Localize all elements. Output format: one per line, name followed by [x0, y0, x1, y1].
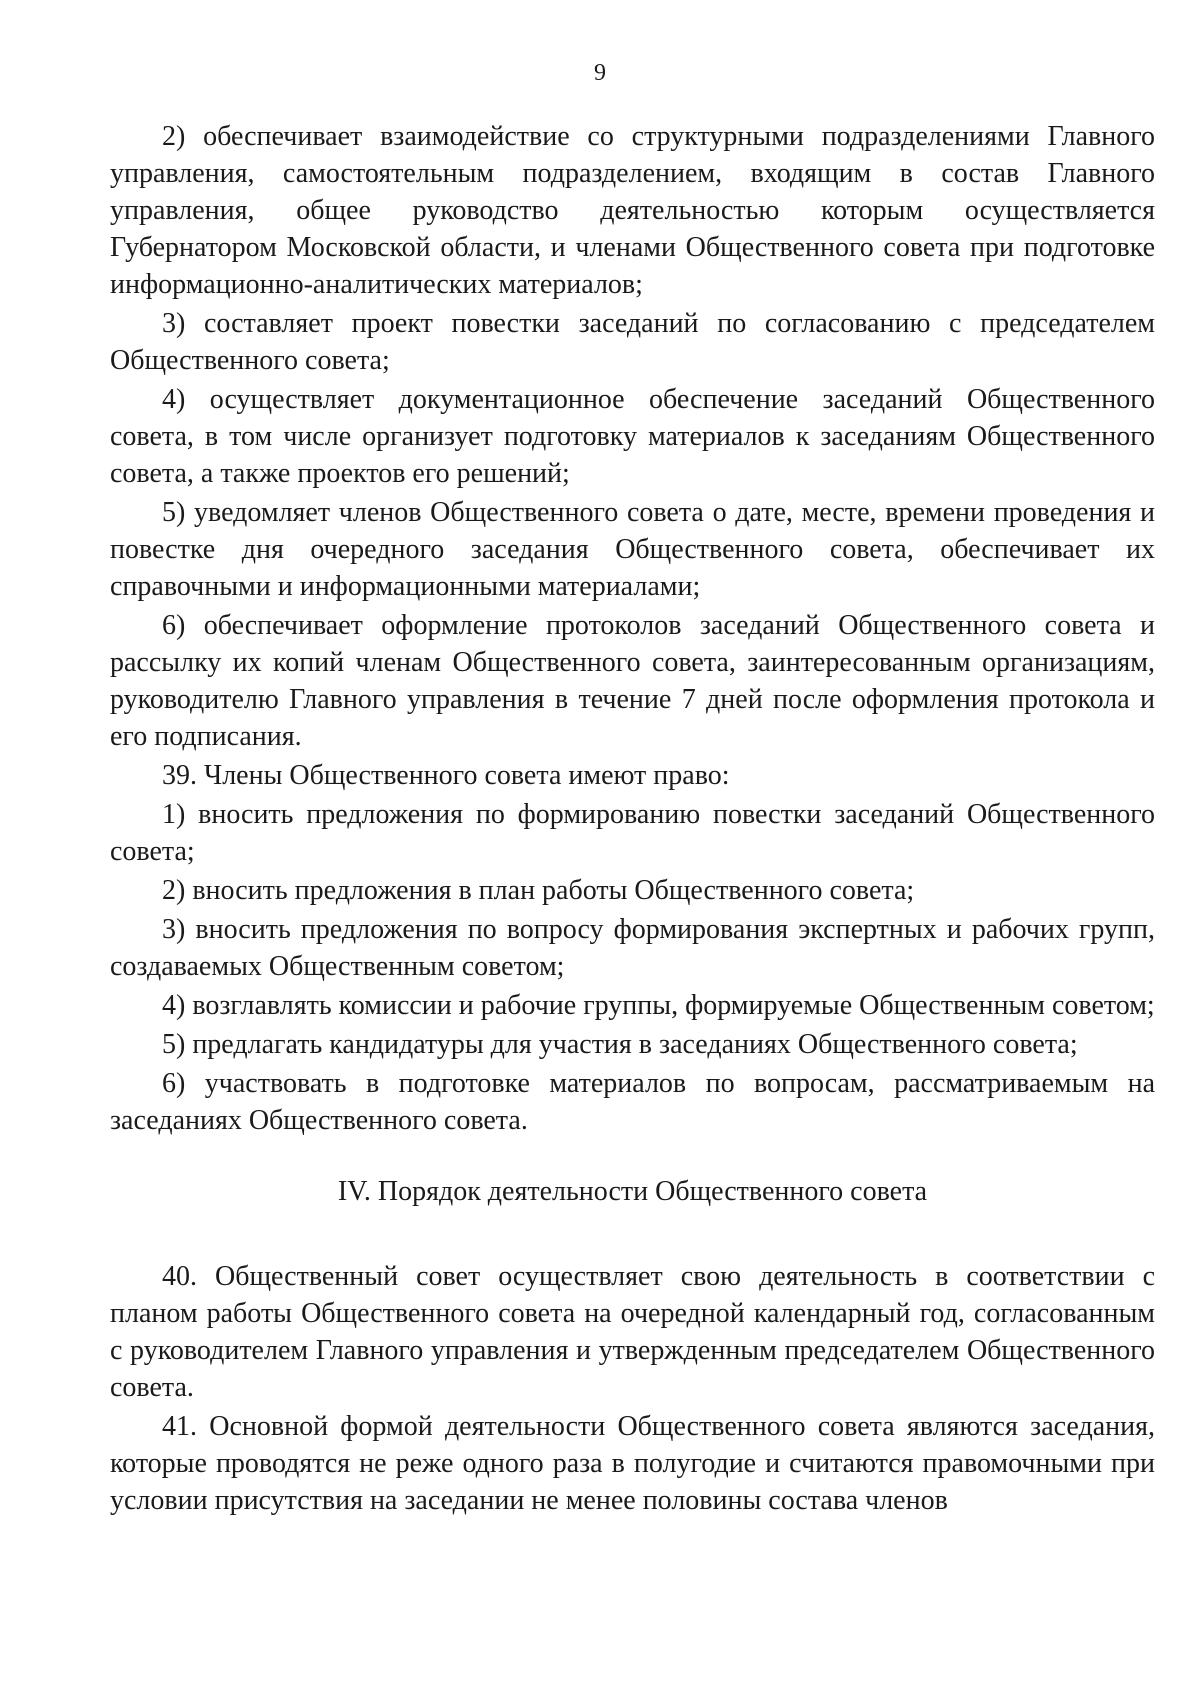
paragraph-39-2: 2) вносить предложения в план работы Общественного совета; — [162, 875, 915, 906]
paragraph-39: 39. Члены Общественного совета имеют право: — [162, 760, 730, 791]
paragraph-38-6: 6) обеспечивает оформление протоколов заседаний Общественного совета и рассылку их копий членам Общественного совета, заинтересованным организациям, руководителю Главного управления в течение 7 дней после оформления протокола и его подписания. — [110, 610, 1155, 752]
paragraph-39-3: 3) вносить предложения по вопросу формирования экспертных и рабочих групп, создаваемых Общественным советом; — [110, 914, 1155, 982]
paragraph-39-4: 4) возглавлять комиссии и рабочие группы, формируемые Общественным советом; — [162, 990, 1155, 1021]
paragraph-39-5: 5) предлагать кандидатуры для участия в заседаниях Общественного совета; — [162, 1029, 1078, 1060]
paragraph-39-1: 1) вносить предложения по формированию повестки заседаний Общественного совета; — [110, 799, 1155, 867]
paragraph-41: 41. Основной формой деятельности Общественного совета являются заседания, которые проводятся не реже одного раза в полугодие и считаются правомочными при условии присутствия на заседании не менее половины состава членов — [110, 1411, 1155, 1516]
paragraph-39-6: 6) участвовать в подготовке материалов по вопросам, рассматриваемым на заседаниях Общественного совета. — [110, 1068, 1155, 1136]
document-body — [110, 118, 1155, 1521]
paragraph-38-4: 4) осуществляет документационное обеспечение заседаний Общественного совета, в том числе организует подготовку материалов к заседаниям Общественного совета, а также проектов его решений; — [110, 384, 1155, 489]
section-heading: IV. Порядок деятельности Общественного совета — [337, 1176, 928, 1207]
paragraph-38-5: 5) уведомляет членов Общественного совета о дате, месте, времени проведения и повестке дня очередного заседания Общественного совета, обеспечивает их справочными и информационными материалами; — [110, 497, 1155, 602]
page-number: 9 — [594, 60, 606, 86]
paragraph-40: 40. Общественный совет осуществляет свою деятельность в соответствии с планом работы Общественного совета на очередной календарный год, согласованным с руководителем Главного управления и утвержденным председателем Общественного совета. — [110, 1261, 1155, 1403]
paragraph-38-3: 3) составляет проект повестки заседаний по согласованию с председателем Общественного совета; — [110, 308, 1155, 376]
paragraph-38-2: 2) обеспечивает взаимодействие со структурными подразделениями Главного управления, самостоятельным подразделением, входящим в состав Главного управления, общее руководство деятельностью которым осуществляется Губернатором Московской области, и членами Общественного совета при подготовке информационно-аналитических материалов; — [110, 121, 1155, 300]
